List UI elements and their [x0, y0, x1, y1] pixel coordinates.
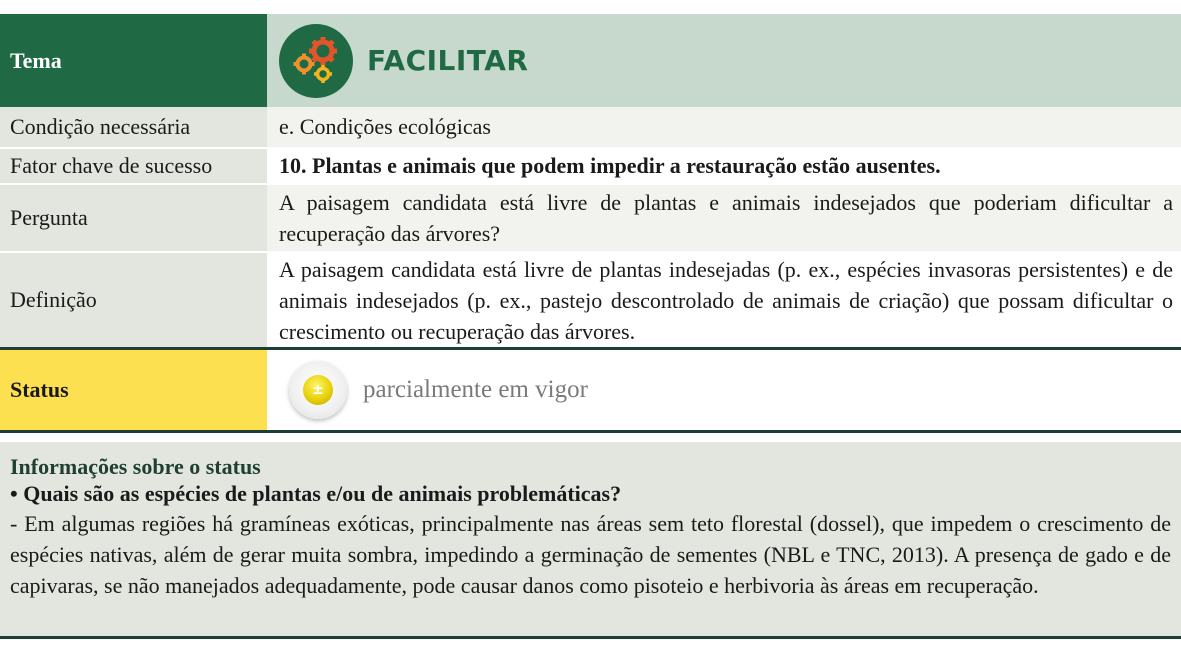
row-value-pergunta-cell	[267, 183, 1181, 251]
row-label-pergunta: Pergunta	[0, 183, 267, 251]
theme-title: FACILITAR	[367, 44, 529, 77]
status-text: parcialmente em vigor	[363, 376, 588, 403]
row-label-fator: Fator chave de sucesso	[0, 147, 267, 183]
row-value-fator: 10. Plantas e animais que podem impedir a restauração estão ausentes.	[267, 147, 1181, 183]
gears-icon	[279, 24, 353, 98]
tema-label: Tema	[0, 14, 267, 107]
row-label-condicao: Condição necessária	[0, 107, 267, 147]
row-value-condicao: e. Condições ecológicas	[267, 107, 1181, 147]
status-info-section	[0, 442, 1181, 639]
row-label-definicao: Definição	[0, 251, 267, 347]
row-value-definicao-cell	[267, 251, 1181, 347]
status-label: Status	[0, 347, 267, 433]
tema-value	[267, 14, 1181, 107]
info-body: - Em algumas regiões há gramíneas exóticas, principalmente nas áreas sem teto florestal (dossel), que impedem o crescimento de espécies nativas, além de gerar muita sombra, impedindo a germinação de sementes (NBL e TNC, 2013). A presença de gado e de capivaras, se não manejados adequadamente, pode causar danos como pisoteio e herbivoria às áreas em recuperação.	[10, 511, 1171, 598]
criteria-table	[0, 14, 1181, 433]
info-question: • Quais são as espécies de plantas e/ou de animais problemáticas?	[10, 481, 622, 506]
status-symbol: ±	[303, 375, 333, 405]
partial-status-icon	[289, 361, 347, 419]
info-title: Informações sobre o status	[10, 454, 261, 479]
row-value-pergunta: A paisagem candidata está livre de plantas e animais indesejados que poderiam dificultar a recuperação das árvores?	[279, 190, 1173, 246]
row-value-definicao: A paisagem candidata está livre de plantas indesejadas (p. ex., espécies invasoras persistentes) e de animais indesejados (p. ex., pastejo descontrolado de animais de criação) que possam dificultar o crescimento ou recuperação das árvores.	[279, 256, 1173, 344]
status-value	[267, 347, 1181, 433]
